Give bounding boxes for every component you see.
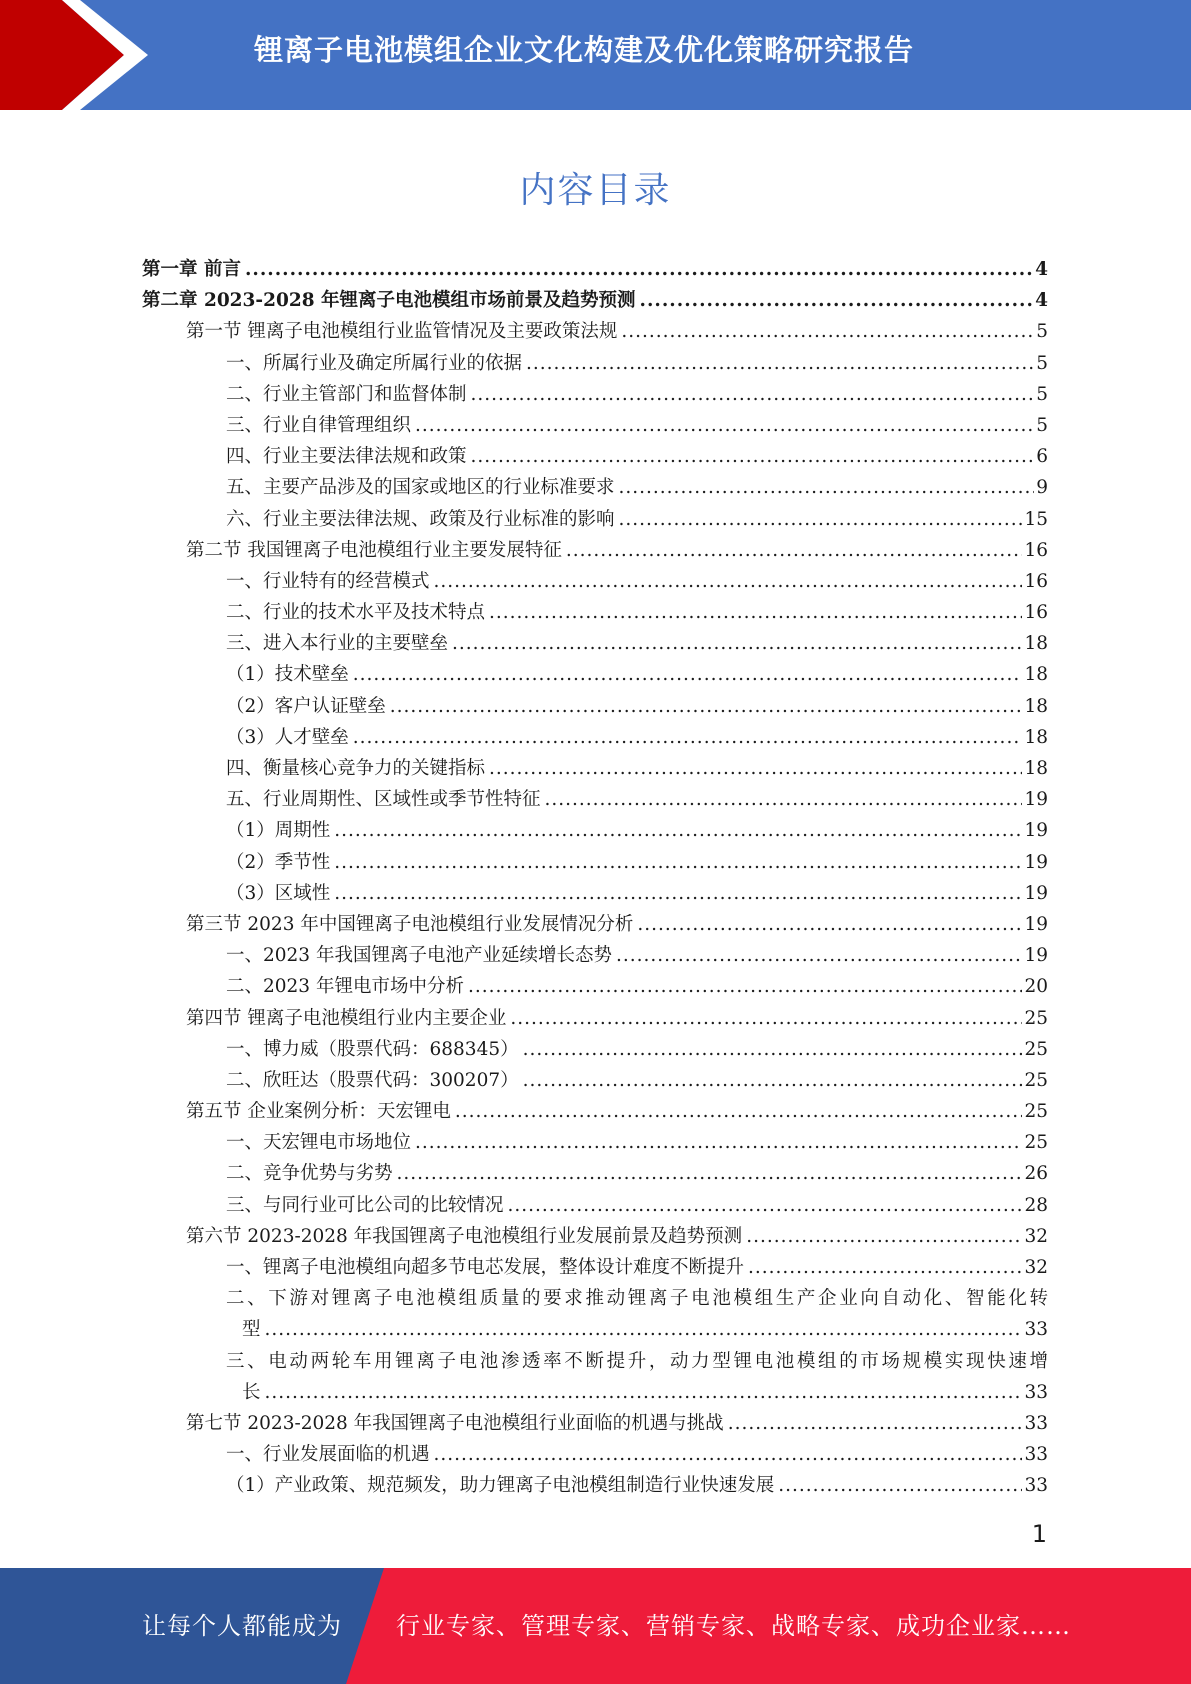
- toc-entry-page: 5: [1036, 321, 1048, 343]
- toc-entry-page: 33: [1024, 1475, 1048, 1497]
- toc-entry-page: 25: [1024, 1007, 1048, 1029]
- toc-entry[interactable]: [142, 1190, 1048, 1221]
- dot-leader: [523, 1034, 1023, 1065]
- toc-entry-label: 五、行业周期性、区域性或季节性特征: [226, 789, 541, 811]
- toc-entry-label: 第二章 2023-2028 年锂离子电池模组市场前景及趋势预测: [142, 290, 636, 312]
- dot-leader: [510, 1003, 1022, 1034]
- table-of-contents: [142, 254, 1048, 1502]
- toc-entry[interactable]: [142, 815, 1048, 846]
- dot-leader: [334, 815, 1022, 846]
- toc-entry-page: 18: [1024, 664, 1048, 686]
- toc-entry-label: 一、天宏锂电市场地位: [226, 1132, 412, 1154]
- toc-entry-page: 16: [1024, 570, 1048, 592]
- dot-leader: [455, 1096, 1023, 1127]
- dot-leader: [245, 254, 1033, 285]
- toc-heading: 内容目录: [519, 170, 672, 211]
- dot-leader: [621, 316, 1034, 347]
- toc-entry-label: 第四节 锂离子电池模组行业内主要企业: [186, 1007, 507, 1029]
- toc-entry-label: 一、2023 年我国锂离子电池产业延续增长态势: [226, 945, 612, 967]
- page-number: 1: [1031, 1520, 1047, 1548]
- dot-leader: [778, 1470, 1022, 1501]
- toc-entry-page: 19: [1024, 913, 1048, 935]
- dot-leader: [471, 441, 1035, 472]
- footer-slogan-right: 行业专家、管理专家、营销专家、战略专家、成功企业家……: [396, 1612, 1071, 1640]
- toc-entry-page: 25: [1024, 1132, 1048, 1154]
- toc-entry-label: 第七节 2023-2028 年我国锂离子电池模组行业面临的机遇与挑战: [186, 1412, 724, 1434]
- toc-entry[interactable]: [142, 1408, 1048, 1439]
- toc-entry-page: 5: [1036, 352, 1048, 374]
- toc-entry-page: 4: [1035, 290, 1048, 312]
- toc-entry[interactable]: [142, 566, 1048, 597]
- dot-leader: [390, 691, 1023, 722]
- toc-entry[interactable]: [142, 1127, 1048, 1158]
- dot-leader: [746, 1221, 1022, 1252]
- toc-entry-page: 19: [1024, 820, 1048, 842]
- toc-entry-page: 28: [1024, 1194, 1048, 1216]
- toc-entry-page: 18: [1024, 695, 1048, 717]
- toc-entry[interactable]: [142, 441, 1048, 472]
- toc-entry-label-continued: 长: [242, 1381, 261, 1403]
- toc-entry-label: 三、行业自律管理组织: [226, 414, 412, 436]
- footer-banner: [0, 1568, 1191, 1684]
- dot-leader: [434, 1439, 1023, 1470]
- toc-entry[interactable]: [142, 878, 1048, 909]
- toc-entry-page: 18: [1024, 633, 1048, 655]
- dot-leader: [415, 1127, 1022, 1158]
- toc-entry-page: 16: [1024, 539, 1048, 561]
- toc-entry[interactable]: [142, 722, 1048, 753]
- toc-entry-label: 第二节 我国锂离子电池模组行业主要发展特征: [186, 539, 562, 561]
- toc-entry-page: 19: [1024, 945, 1048, 967]
- dot-leader: [566, 535, 1023, 566]
- toc-entry-label: （2）季节性: [226, 851, 331, 873]
- toc-entry[interactable]: [142, 348, 1048, 379]
- toc-entry-label: 三、电动两轮车用锂离子电池渗透率不断提升，动力型锂电池模组的市场规模实现快速增: [226, 1350, 1048, 1372]
- toc-entry-label: （1）技术壁垒: [226, 664, 349, 686]
- toc-entry[interactable]: [142, 1283, 1048, 1345]
- toc-entry-page: 9: [1036, 477, 1048, 499]
- dot-leader: [616, 940, 1022, 971]
- toc-entry[interactable]: [142, 1439, 1048, 1470]
- toc-entry-label: 第一章 前言: [142, 259, 241, 280]
- header-banner: [0, 0, 1191, 110]
- toc-entry-page: 25: [1024, 1038, 1048, 1060]
- toc-entry-page: 33: [1024, 1319, 1048, 1341]
- toc-entry[interactable]: [142, 1221, 1048, 1252]
- toc-entry-label: 四、行业主要法律法规和政策: [226, 446, 467, 468]
- dot-leader: [526, 348, 1034, 379]
- toc-entry[interactable]: [142, 1346, 1048, 1408]
- toc-entry-label: 三、进入本行业的主要壁垒: [226, 633, 449, 655]
- dot-leader: [545, 784, 1023, 815]
- dot-leader: [265, 1314, 1023, 1345]
- toc-entry-page: 19: [1024, 851, 1048, 873]
- toc-entry[interactable]: [142, 847, 1048, 878]
- toc-entry-label: （3）区域性: [226, 882, 331, 904]
- dot-leader: [334, 878, 1022, 909]
- toc-entry-label: 二、行业的技术水平及技术特点: [226, 602, 486, 624]
- dot-leader: [637, 909, 1022, 940]
- toc-entry[interactable]: [142, 472, 1048, 503]
- toc-entry-label: 一、锂离子电池模组向超多节电芯发展，整体设计难度不断提升: [226, 1257, 745, 1278]
- dot-leader: [353, 659, 1023, 690]
- toc-entry[interactable]: [142, 628, 1048, 659]
- toc-entry[interactable]: [142, 691, 1048, 722]
- dot-leader: [489, 597, 1022, 628]
- report-title: 锂离子电池模组企业文化构建及优化策略研究报告: [254, 33, 915, 67]
- dot-leader: [728, 1408, 1023, 1439]
- toc-entry-label: 二、行业主管部门和监督体制: [226, 383, 467, 405]
- toc-entry[interactable]: [142, 784, 1048, 815]
- toc-entry-page: 32: [1024, 1225, 1048, 1247]
- toc-entry-label: 四、衡量核心竞争力的关键指标: [226, 758, 486, 779]
- toc-entry-label: 第一节 锂离子电池模组行业监管情况及主要政策法规: [186, 321, 618, 343]
- toc-entry-page: 15: [1024, 508, 1048, 530]
- toc-entry[interactable]: [142, 1252, 1048, 1283]
- toc-entry-page: 4: [1035, 259, 1048, 280]
- toc-entry[interactable]: [142, 971, 1048, 1002]
- header-arrow-icon: [0, 0, 150, 110]
- toc-entry-page: 20: [1024, 976, 1048, 998]
- toc-entry[interactable]: [142, 1470, 1048, 1501]
- dot-leader: [434, 566, 1023, 597]
- toc-entry[interactable]: [142, 753, 1048, 784]
- toc-entry-label: 第三节 2023 年中国锂离子电池模组行业发展情况分析: [186, 913, 634, 935]
- toc-entry-label: （3）人才壁垒: [226, 726, 349, 748]
- toc-entry-label: （2）客户认证壁垒: [226, 695, 386, 717]
- footer-slogan-left: 让每个人都能成为: [142, 1612, 342, 1640]
- toc-entry-label: 二、欣旺达（股票代码：300207）: [226, 1069, 519, 1091]
- dot-leader: [452, 628, 1022, 659]
- toc-entry[interactable]: [142, 285, 1048, 316]
- dot-leader: [489, 753, 1022, 784]
- toc-entry-label: （1）周期性: [226, 820, 331, 842]
- dot-leader: [619, 472, 1035, 503]
- toc-entry-label: 三、与同行业可比公司的比较情况: [226, 1194, 504, 1216]
- toc-entry-page: 25: [1024, 1101, 1048, 1123]
- toc-entry[interactable]: [142, 1158, 1048, 1189]
- toc-entry[interactable]: [142, 1065, 1048, 1096]
- toc-entry-page: 19: [1024, 789, 1048, 811]
- dot-leader: [397, 1158, 1023, 1189]
- toc-entry-page: 5: [1036, 383, 1048, 405]
- toc-entry-label: （1）产业政策、规范频发，助力锂离子电池模组制造行业快速发展: [226, 1475, 775, 1497]
- dot-leader: [619, 504, 1023, 535]
- toc-entry[interactable]: [142, 316, 1048, 347]
- toc-entry-page: 33: [1024, 1381, 1048, 1403]
- toc-entry-page: 16: [1024, 602, 1048, 624]
- dot-leader: [471, 379, 1035, 410]
- toc-entry[interactable]: [142, 1096, 1048, 1127]
- toc-entry-label: 一、所属行业及确定所属行业的依据: [226, 352, 523, 374]
- toc-entry[interactable]: [142, 535, 1048, 566]
- toc-entry[interactable]: [142, 597, 1048, 628]
- toc-entry[interactable]: [142, 940, 1048, 971]
- toc-entry[interactable]: [142, 1003, 1048, 1034]
- toc-entry-page: 25: [1024, 1069, 1048, 1091]
- toc-entry-page: 18: [1024, 758, 1048, 779]
- toc-entry-label: 一、行业特有的经营模式: [226, 570, 430, 592]
- toc-entry-label: 一、行业发展面临的机遇: [226, 1444, 430, 1466]
- toc-entry-page: 19: [1024, 882, 1048, 904]
- dot-leader: [640, 285, 1034, 316]
- toc-entry-page: 26: [1024, 1163, 1048, 1185]
- toc-entry[interactable]: [142, 909, 1048, 940]
- toc-entry-page: 5: [1036, 414, 1048, 436]
- toc-entry[interactable]: [142, 410, 1048, 441]
- toc-entry-label-continued: 型: [242, 1319, 261, 1341]
- toc-entry-label: 二、下游对锂离子电池模组质量的要求推动锂离子电池模组生产企业向自动化、智能化转: [226, 1288, 1048, 1310]
- dot-leader: [415, 410, 1034, 441]
- toc-entry-page: 33: [1024, 1444, 1048, 1466]
- toc-entry-label: 第五节 企业案例分析：天宏锂电: [186, 1101, 451, 1123]
- toc-entry-page: 18: [1024, 726, 1048, 748]
- toc-entry-label: 五、主要产品涉及的国家或地区的行业标准要求: [226, 477, 615, 499]
- toc-entry-label: 六、行业主要法律法规、政策及行业标准的影响: [226, 508, 615, 530]
- toc-entry-label: 第六节 2023-2028 年我国锂离子电池模组行业发展前景及趋势预测: [186, 1225, 743, 1247]
- dot-leader: [748, 1252, 1022, 1283]
- dot-leader: [334, 847, 1022, 878]
- toc-entry-label: 二、竞争优势与劣势: [226, 1163, 393, 1185]
- toc-entry-label: 一、博力威（股票代码：688345）: [226, 1038, 519, 1060]
- dot-leader: [353, 722, 1023, 753]
- dot-leader: [265, 1377, 1023, 1408]
- toc-entry[interactable]: [142, 1034, 1048, 1065]
- toc-entry-label: 二、2023 年锂电市场中分析: [226, 976, 464, 998]
- toc-entry[interactable]: [142, 504, 1048, 535]
- dot-leader: [508, 1190, 1023, 1221]
- toc-entry[interactable]: [142, 254, 1048, 285]
- dot-leader: [468, 971, 1022, 1002]
- toc-entry[interactable]: [142, 659, 1048, 690]
- toc-entry-page: 33: [1024, 1412, 1048, 1434]
- toc-entry-page: 6: [1036, 446, 1048, 468]
- toc-entry[interactable]: [142, 379, 1048, 410]
- dot-leader: [523, 1065, 1023, 1096]
- toc-entry-page: 32: [1024, 1257, 1048, 1278]
